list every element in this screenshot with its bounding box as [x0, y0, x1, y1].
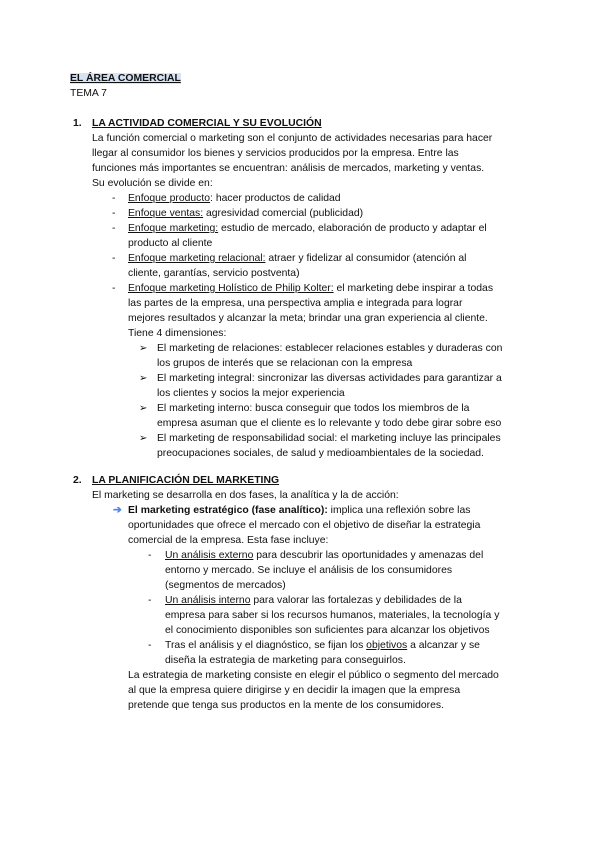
arrow-bullet-icon: ➢ — [139, 403, 148, 414]
phase-item-cont: diseña la estrategia de marketing para conseguirlos. — [165, 655, 406, 666]
dimension-item: El marketing de responsabilidad social: el marketing incluye las principales — [157, 433, 501, 444]
dash-bullet: - — [148, 550, 152, 561]
dash-bullet: - — [112, 223, 116, 234]
dash-bullet: - — [112, 208, 116, 219]
phase-item-externo: Un análisis externo para descubrir las oportunidades y amenazas del — [165, 550, 484, 561]
dimension-item: El marketing interno: busca conseguir que todos los miembros de la — [157, 403, 470, 414]
right-arrow-icon: ➔ — [113, 505, 122, 516]
list-item-enfoque-ventas: Enfoque ventas: agresividad comercial (publicidad) — [128, 208, 364, 219]
dash-bullet: - — [112, 253, 116, 264]
list-item-enfoque-marketing: Enfoque marketing: estudio de mercado, elaboración de producto y adaptar el — [128, 223, 487, 234]
section-2-number: 2. — [73, 475, 82, 486]
paragraph-line: La función comercial o marketing son el conjunto de actividades necesarias para hacer — [92, 133, 493, 144]
dash-bullet: - — [112, 193, 116, 204]
dash-bullet: - — [112, 283, 116, 294]
strategic-item-cont: comercial de la empresa. Esta fase incluye: — [128, 535, 329, 546]
section-2-heading: LA PLANIFICACIÓN DEL MARKETING — [92, 475, 280, 486]
closing-paragraph-line: La estrategia de marketing consiste en elegir el público o segmento del mercado — [128, 670, 499, 681]
closing-paragraph-line: pretende que tenga sus productos en la mente de los consumidores. — [128, 700, 444, 711]
phase-item-interno: Un análisis interno para valorar las fortalezas y debilidades de la — [165, 595, 462, 606]
closing-paragraph-line: al que la empresa quiere dirigirse y en decidir la imagen que la empresa — [128, 685, 461, 696]
dimension-item-cont: preocupaciones sociales, de salud y medioambientales de la sociedad. — [157, 448, 484, 459]
arrow-bullet-icon: ➢ — [139, 433, 148, 444]
list-item-continuation: cliente, garantías, servicio postventa) — [128, 268, 300, 279]
section-1-heading: LA ACTIVIDAD COMERCIAL Y SU EVOLUCIÓN — [92, 118, 322, 129]
list-item-continuation: las partes de la empresa, una perspectiva amplia e integrada para lograr — [128, 298, 463, 309]
list-item-enfoque-relacional: Enfoque marketing relacional: atraer y fidelizar al consumidor (atención al — [128, 253, 467, 264]
dimension-item-cont: los grupos de interés que se relacionan con la empresa — [157, 358, 413, 369]
list-item-continuation: mejores resultados y alcanzar la meta; brindar una gran experiencia al cliente. — [128, 313, 488, 324]
section-1-number: 1. — [73, 118, 82, 129]
strategic-item: El marketing estratégico (fase analítico): implica una reflexión sobre las — [128, 505, 471, 516]
phase-item-objetivos: Tras el análisis y el diagnóstico, se fijan los objetivos a alcanzar y se — [165, 640, 480, 651]
list-item-enfoque-producto: Enfoque producto: hacer productos de calidad — [128, 193, 341, 204]
phase-item-cont: empresa para saber si los recursos humanos, materiales, la tecnología y — [165, 610, 500, 621]
arrow-bullet-icon: ➢ — [139, 373, 148, 384]
dimension-item-cont: empresa asuman que el cliente es lo relevante y todo debe girar sobre eso — [157, 418, 502, 429]
phase-item-cont: entorno y mercado. Se incluye el análisis de los consumidores — [165, 565, 453, 576]
list-item-enfoque-holistico: Enfoque marketing Holístico de Philip Kolter: el marketing debe inspirar a todas — [128, 283, 494, 294]
doc-title: EL ÁREA COMERCIAL — [70, 73, 181, 84]
dash-bullet: - — [148, 595, 152, 606]
dimension-item: El marketing de relaciones: establecer relaciones estables y duraderas con — [157, 343, 503, 354]
paragraph-line: funciones más importantes se encuentran: análisis de mercados, marketing y ventas. — [92, 163, 485, 174]
dash-bullet: - — [148, 640, 152, 651]
phase-item-cont: (segmentos de mercados) — [165, 580, 286, 591]
doc-subtitle: TEMA 7 — [70, 88, 107, 99]
strategic-item-cont: oportunidades que ofrece el mercado con el objetivo de diseñar la estrategia — [128, 520, 481, 531]
dimension-item: El marketing integral: sincronizar las diversas actividades para garantizar a — [157, 373, 502, 384]
phase-item-cont: el conocimiento disponibles son suficientes para alcanzar los objetivos — [165, 625, 490, 636]
arrow-bullet-icon: ➢ — [139, 343, 148, 354]
paragraph-line: llegar al consumidor los bienes y servicios producidos por la empresa. Entre las — [92, 148, 459, 159]
paragraph-line: El marketing se desarrolla en dos fases, la analítica y la de acción: — [92, 490, 399, 501]
list-item-continuation: Tiene 4 dimensiones: — [128, 328, 227, 339]
paragraph-line: Su evolución se divide en: — [92, 178, 213, 189]
dimension-item-cont: los clientes y socios la mejor experiencia — [157, 388, 345, 399]
list-item-continuation: producto al cliente — [128, 238, 213, 249]
